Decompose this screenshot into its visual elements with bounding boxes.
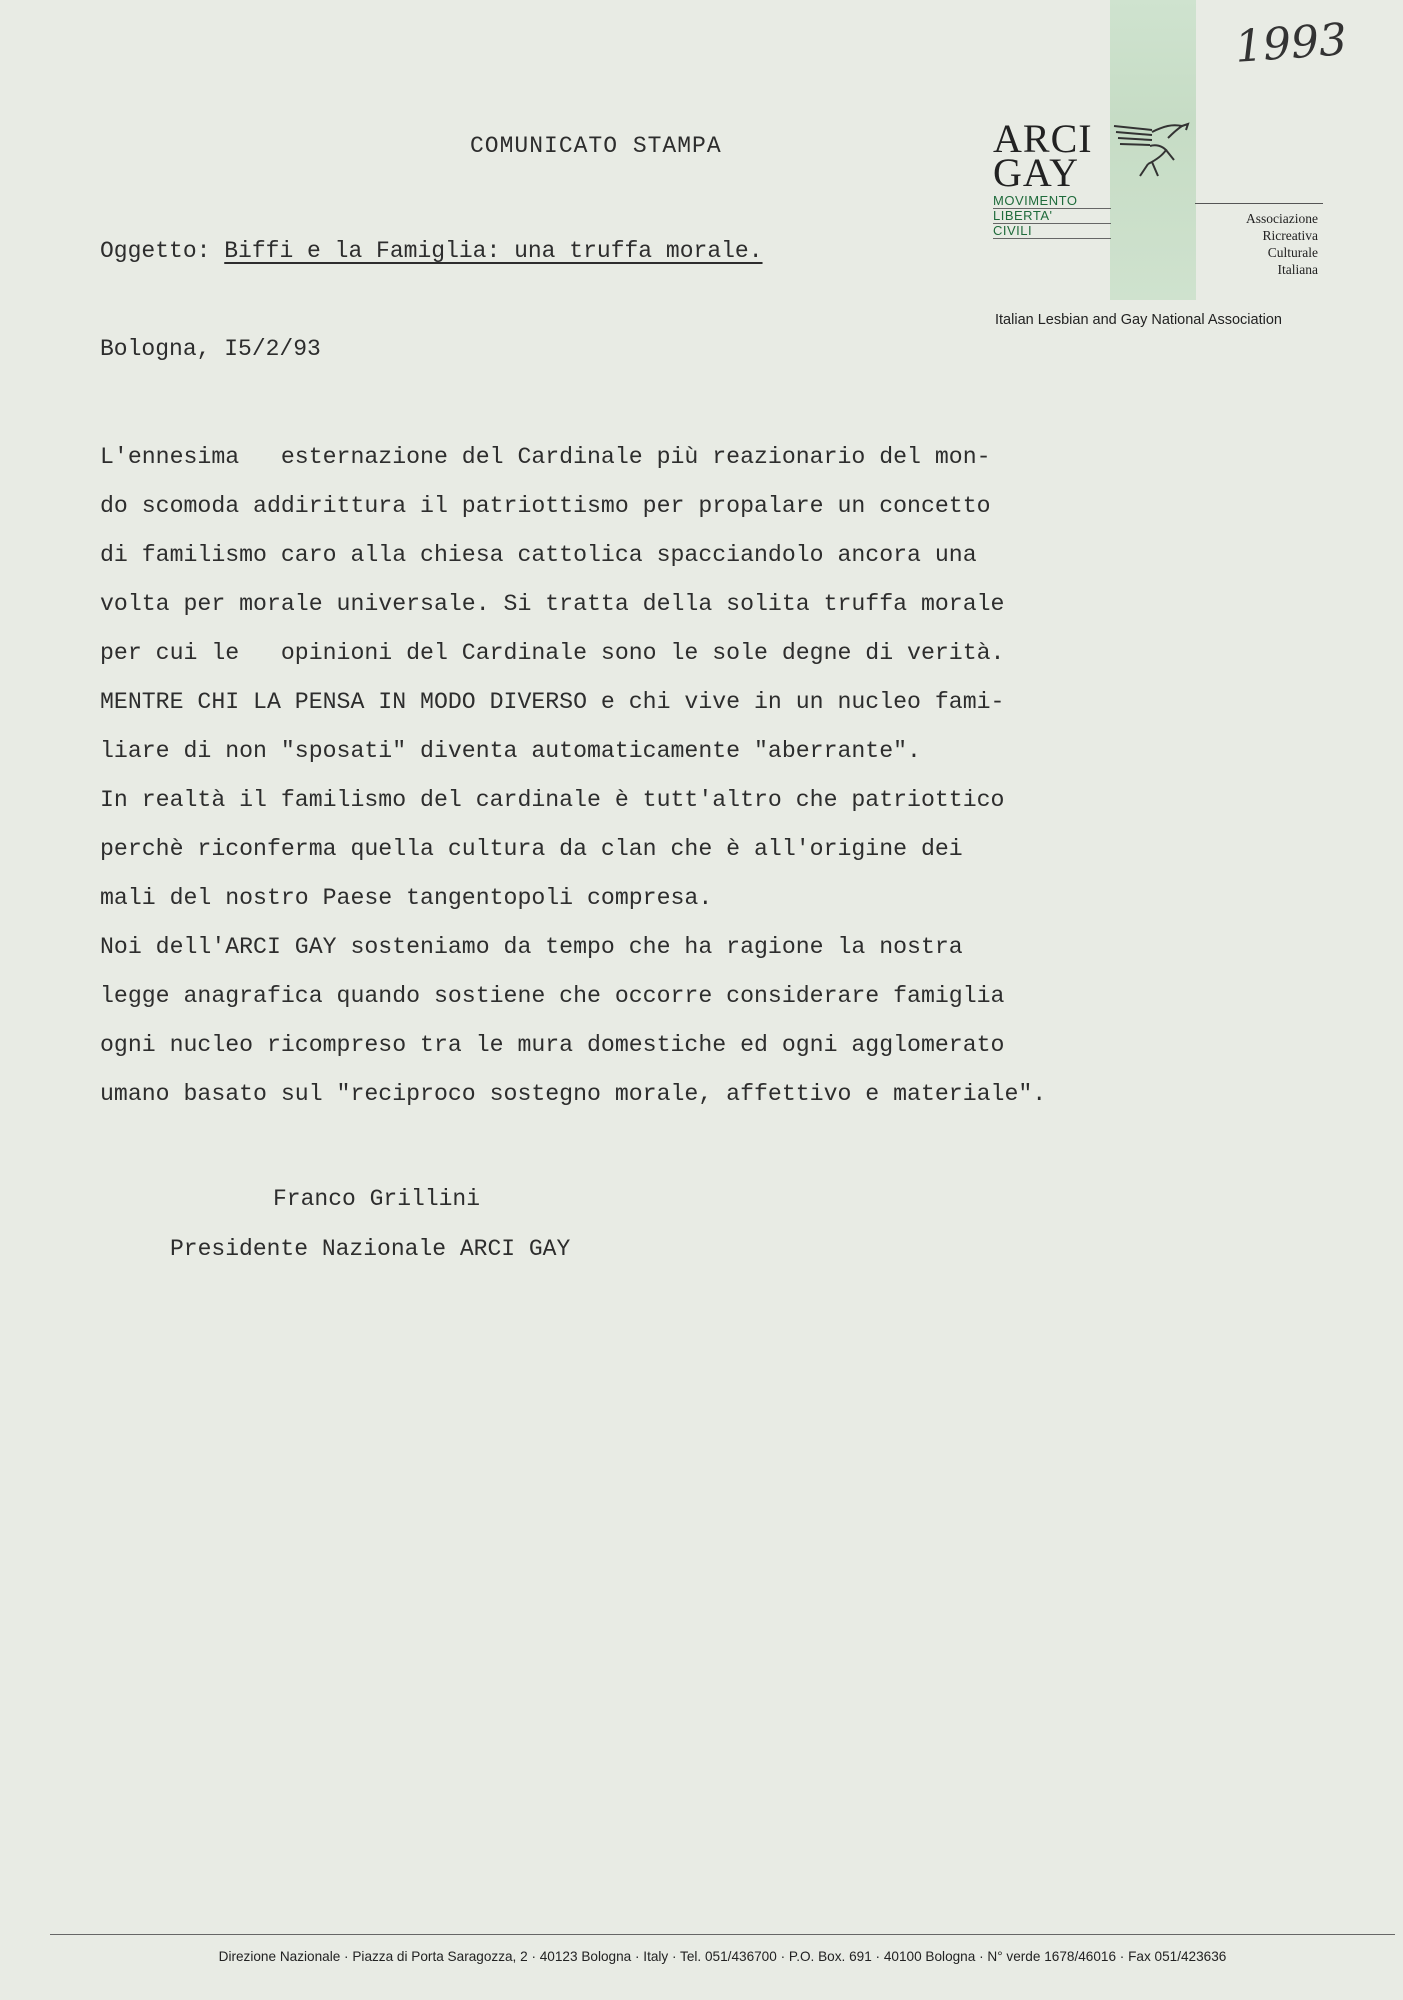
english-association-name: Italian Lesbian and Gay National Association: [995, 312, 1282, 328]
body-line: di familismo caro alla chiesa cattolica spacciandolo ancora una: [100, 542, 977, 568]
body-line: do scomoda addirittura il patriottismo per propalare un concetto: [100, 493, 991, 519]
signature-role: Presidente Nazionale ARCI GAY: [170, 1236, 571, 1262]
footer-address: Direzione Nazionale · Piazza di Porta Saragozza, 2 · 40123 Bologna · Italy · Tel. 051/436700 · P.O. Box. 691 · 40100 Bologna · N° verde 1678/46016 · Fax 051/423636: [218, 1949, 1227, 1964]
association-line-4: Italiana: [1277, 262, 1318, 277]
arci-gay-logo: [993, 116, 1113, 239]
body-line: MENTRE CHI LA PENSA IN MODO DIVERSO e chi vive in un nucleo fami-: [100, 689, 1005, 715]
logo-sub-line-3: CIVILI: [993, 224, 1111, 239]
body-line: volta per morale universale. Si tratta della solita truffa morale: [100, 591, 1005, 617]
body-line: perchè riconferma quella cultura da clan che è all'origine dei: [100, 836, 963, 862]
body-line: per cui le opinioni del Cardinale sono le sole degne di verità.: [100, 640, 1005, 666]
subject-line: [100, 238, 763, 264]
signature-name: Franco Grillini: [273, 1186, 481, 1212]
letter-body: [100, 433, 1290, 1119]
association-block: [1198, 210, 1318, 278]
logo-word-gay: GAY: [993, 150, 1079, 195]
body-line: liare di non "sposati" diventa automaticamente "aberrante".: [100, 738, 921, 764]
body-line: legge anagrafica quando sostiene che occorre considerare famiglia: [100, 983, 1005, 1009]
association-line-3: Culturale: [1267, 245, 1318, 260]
subject-title: Biffi e la Famiglia: una truffa morale.: [224, 238, 763, 264]
association-line-1: Associazione: [1246, 211, 1318, 226]
association-line-2: Ricreativa: [1262, 228, 1318, 243]
body-line: In realtà il familismo del cardinale è tutt'altro che patriottico: [100, 787, 1005, 813]
logo-sub-line-1: MOVIMENTO: [993, 194, 1111, 209]
handwritten-year: 1993: [1233, 14, 1349, 73]
logo-sub-line-2: LIBERTA': [993, 209, 1111, 224]
body-line: ogni nucleo ricompreso tra le mura domestiche ed ogni agglomerato: [100, 1032, 1005, 1058]
body-line: Noi dell'ARCI GAY sosteniamo da tempo che ha ragione la nostra: [100, 934, 963, 960]
document-date: Bologna, I5/2/93: [100, 336, 321, 362]
subject-label: Oggetto:: [100, 238, 211, 264]
body-line: L'ennesima esternazione del Cardinale più reazionario del mon-: [100, 444, 991, 470]
association-rule: [1195, 203, 1323, 204]
body-line: umano basato sul "reciproco sostegno morale, affettivo e materiale".: [100, 1081, 1047, 1107]
body-line: mali del nostro Paese tangentopoli compresa.: [100, 885, 713, 911]
document-heading: COMUNICATO STAMPA: [470, 133, 722, 159]
logo-word-arci: ARCI: [993, 116, 1093, 161]
footer-rule: [50, 1934, 1395, 1935]
pegasus-icon: [1112, 120, 1192, 180]
